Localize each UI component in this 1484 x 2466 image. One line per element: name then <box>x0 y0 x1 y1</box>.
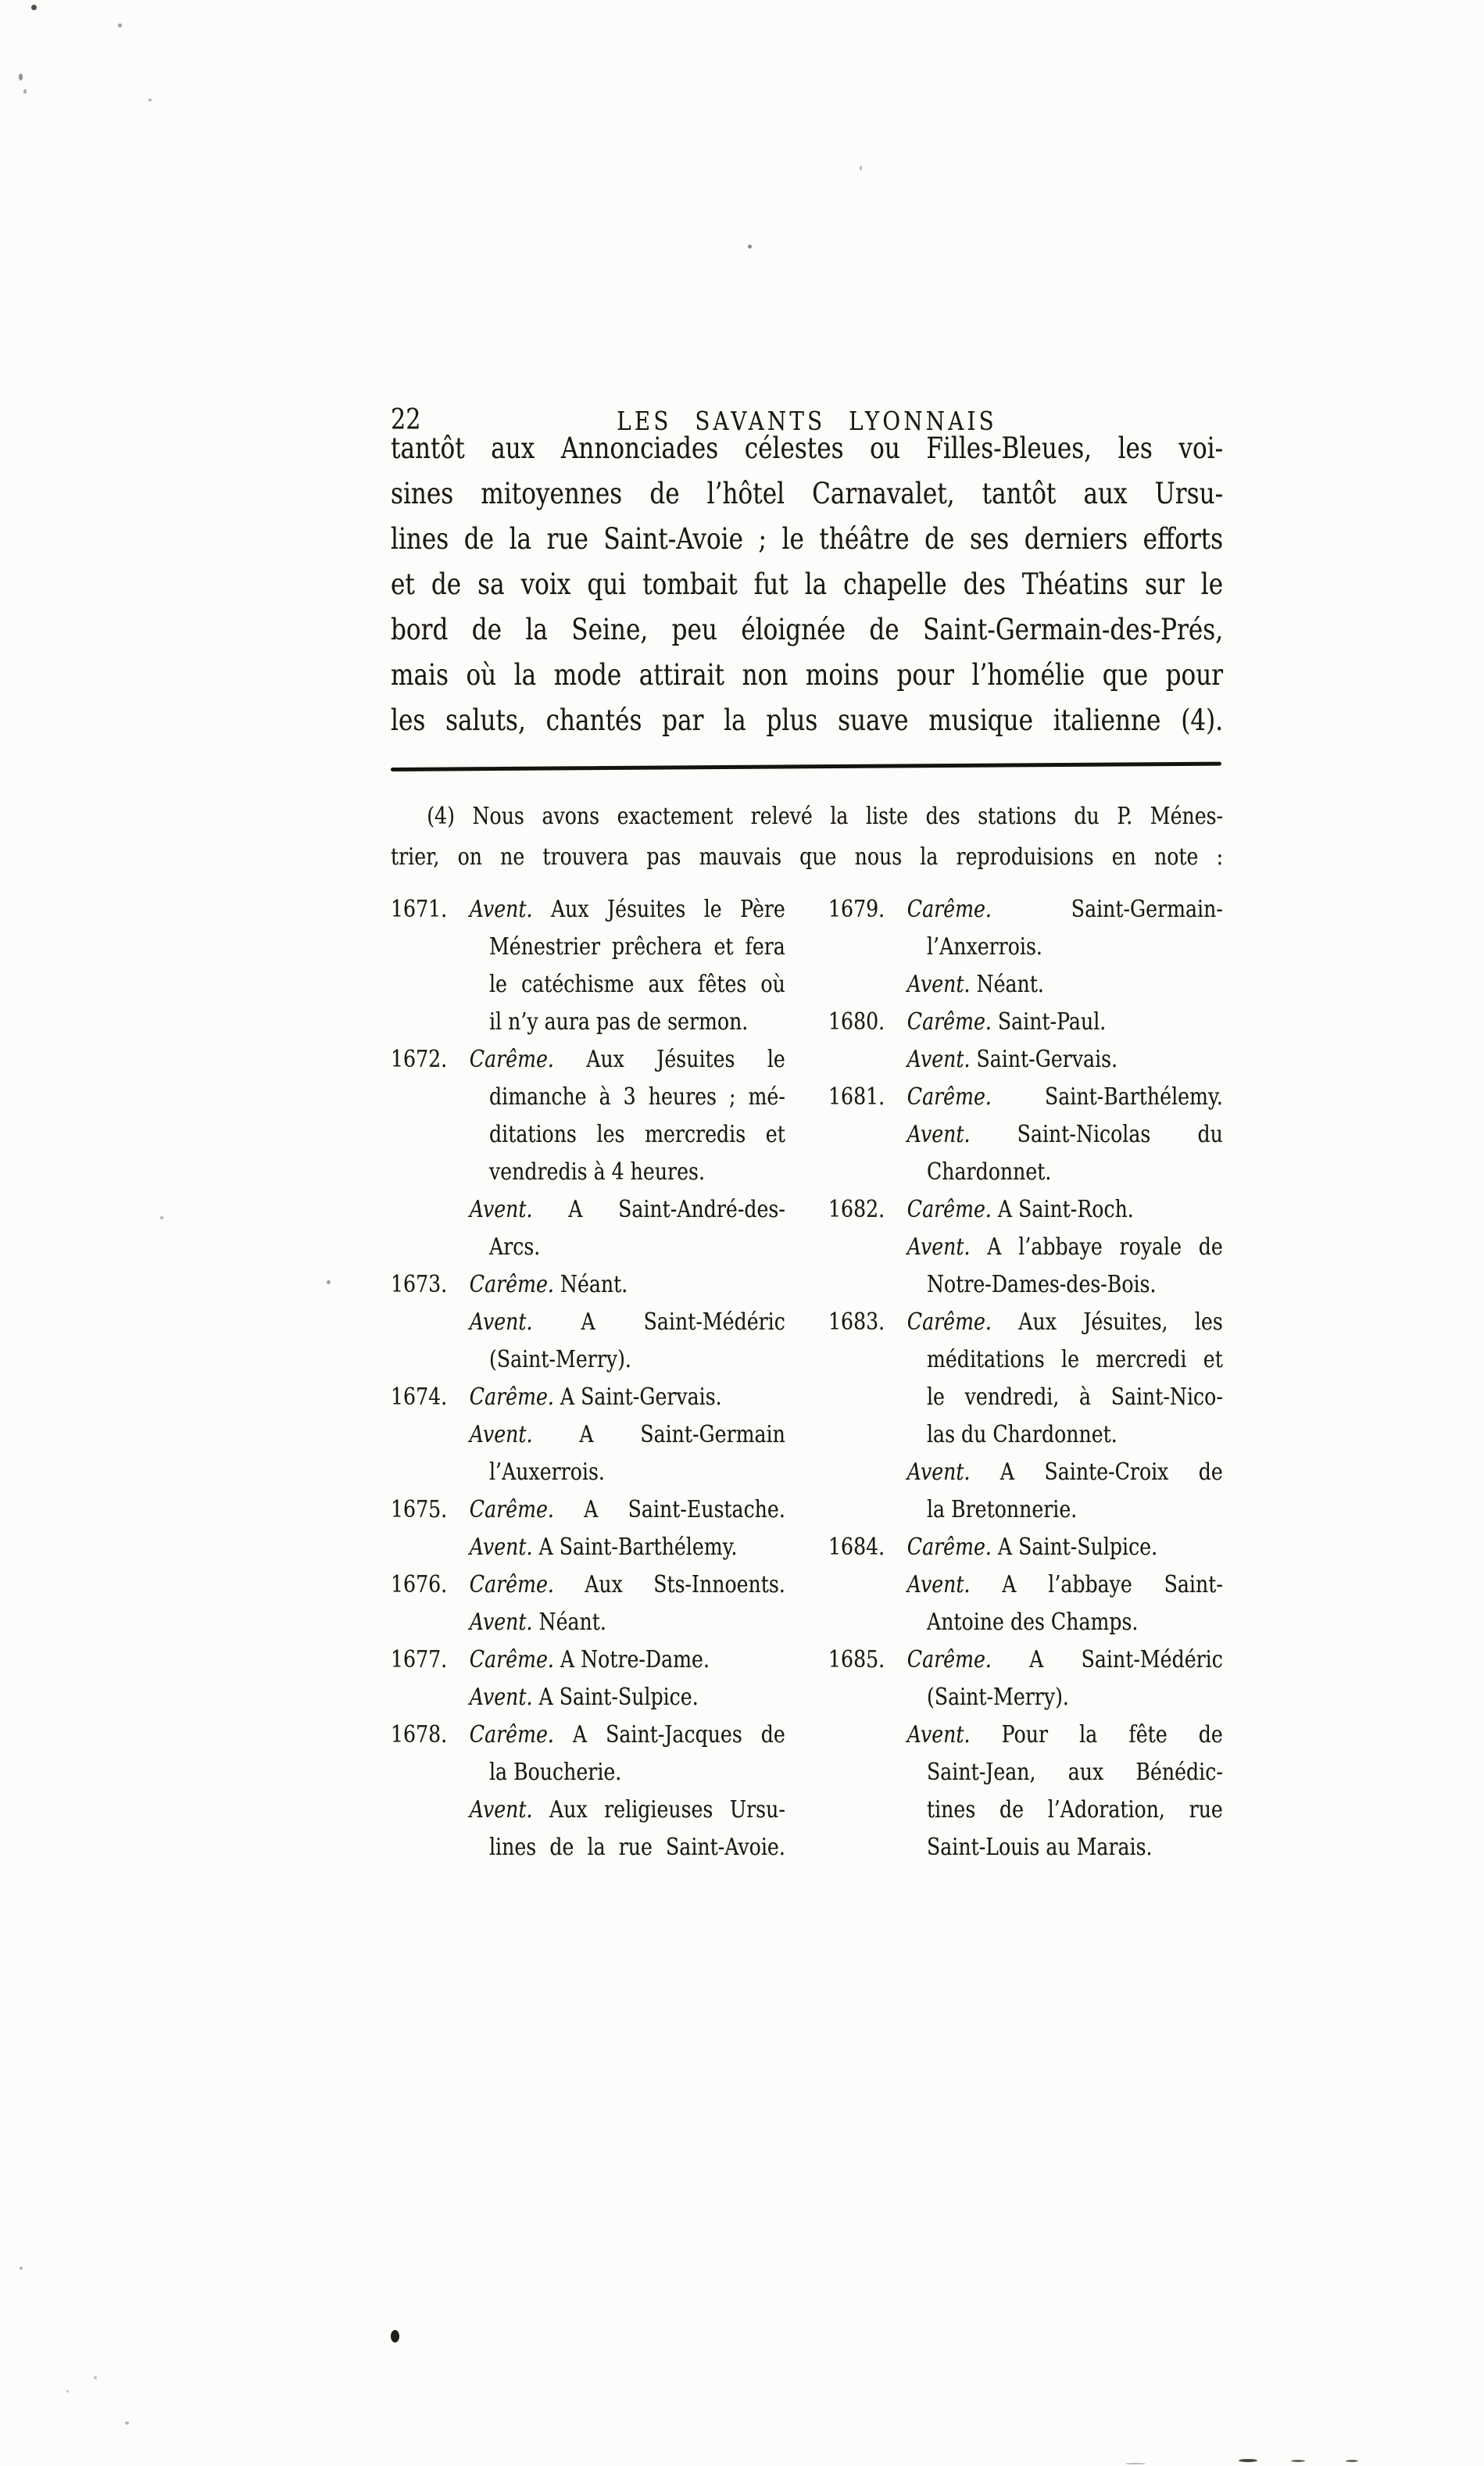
scan-speck <box>748 245 752 249</box>
scan-speck <box>1291 2460 1305 2462</box>
footnote-line: Arcs. <box>489 1233 541 1261</box>
footnote-line: Avent. A Saint-Médéric <box>469 1308 785 1336</box>
scan-speck <box>160 1216 163 1219</box>
footnote-line: Avent. A l’abbaye royale de <box>906 1233 1223 1261</box>
footnote-line: il n’y aura pas de sermon. <box>489 1008 749 1036</box>
year-label: 1685. <box>828 1646 885 1673</box>
scan-speck <box>1125 2463 1146 2464</box>
footnote-rule <box>391 762 1221 771</box>
footnote-line: 1673. Carême. Néant. <box>391 1266 785 1304</box>
footnote-intro <box>391 796 1223 878</box>
footnote-line: la Bretonnerie. <box>927 1496 1078 1523</box>
body-line: lines de la rue Saint-Avoie ; le théâtre de ses derniers efforts <box>391 522 1224 556</box>
scan-speck <box>20 2267 23 2270</box>
body-line: mais où la mode attirait non moins pour l’homélie que pour <box>391 658 1224 692</box>
footnote-line: Avent. A Saint-Sulpice. <box>469 1684 699 1711</box>
footnote-line: Avent. Aux religieuses Ursu- <box>469 1796 785 1824</box>
footnote-line: 1682. Carême. A Saint-Roch. <box>828 1191 1223 1229</box>
scan-speck <box>125 2421 129 2425</box>
footnote-column-left <box>391 891 785 1867</box>
year-label: 1680. <box>828 1008 885 1036</box>
footnote-line: vendredis à 4 heures. <box>489 1158 705 1186</box>
footnote-line: 1678. Carême. A Saint-Jacques de <box>391 1716 785 1754</box>
footnote-line: dimanche à 3 heures ; mé- <box>489 1083 785 1111</box>
scan-speck <box>23 89 27 94</box>
year-label: 1681. <box>828 1083 885 1111</box>
body-line: les saluts, chantés par la plus suave musique italienne (4). <box>391 703 1224 737</box>
footnote-line: le vendredi, à Saint-Nico- <box>927 1383 1223 1411</box>
scan-speck <box>118 23 122 27</box>
footnote-line: 1685. Carême. A Saint-Médéric <box>828 1641 1223 1679</box>
footnote-line: las du Chardonnet. <box>927 1421 1117 1448</box>
footnote-line: Notre-Dames-des-Bois. <box>927 1271 1157 1298</box>
footnote-line: Avent. A l’abbaye Saint- <box>906 1571 1223 1598</box>
year-label: 1673. <box>391 1271 448 1298</box>
footnote-line: 1675. Carême. A Saint-Eustache. <box>391 1491 785 1529</box>
year-label: 1684. <box>828 1534 885 1561</box>
year-label: 1678. <box>391 1721 448 1748</box>
footnote-line: 1677. Carême. A Notre-Dame. <box>391 1641 785 1679</box>
footnote-line: 1674. Carême. A Saint-Gervais. <box>391 1379 785 1416</box>
running-title: LES SAVANTS LYONNAIS <box>617 406 997 436</box>
scan-speck <box>31 5 37 10</box>
footnote-line: Avent. A Saint-Barthélemy. <box>469 1534 738 1561</box>
footnote-line: Avent. Néant. <box>469 1609 606 1636</box>
body-line: et de sa voix qui tombait fut la chapelle des Théatins sur le <box>391 567 1224 601</box>
footnote-column-right <box>828 891 1223 1867</box>
footnote-line: 1683. Carême. Aux Jésuites, les <box>828 1304 1223 1341</box>
footnote-line: Saint-Louis au Marais. <box>927 1834 1153 1861</box>
footnote-line: 1671. Avent. Aux Jésuites le Père <box>391 891 785 929</box>
footnote-line: 1680. Carême. Saint-Paul. <box>828 1004 1223 1041</box>
footnote-intro-line: (4) Nous avons exactement relevé la liste des stations du P. Ménes- <box>427 803 1224 830</box>
scan-speck <box>391 2330 399 2343</box>
footnote-line: (Saint-Merry). <box>927 1684 1069 1711</box>
footnote-line: Antoine des Champs. <box>927 1609 1139 1636</box>
scan-speck <box>148 98 152 102</box>
year-label: 1682. <box>828 1196 885 1223</box>
year-label: 1671. <box>391 896 448 923</box>
year-label: 1672. <box>391 1046 448 1073</box>
scan-speck <box>1346 2460 1358 2462</box>
footnote-line: Avent. A Sainte-Croix de <box>906 1458 1223 1486</box>
footnote-line: Saint-Jean, aux Bénédic- <box>927 1759 1223 1786</box>
footnote-line: (Saint-Merry). <box>489 1346 631 1373</box>
footnote-line: Avent. Saint-Nicolas du <box>906 1121 1223 1148</box>
body-line: sines mitoyennes de l’hôtel Carnavalet, tantôt aux Ursu- <box>391 477 1224 510</box>
footnote-line: Avent. A Saint-Germain <box>469 1421 785 1448</box>
footnote-line: Ménestrier prêchera et fera <box>489 933 785 961</box>
footnote-line: Avent. Pour la fête de <box>906 1721 1223 1748</box>
body-paragraph <box>391 426 1223 743</box>
footnote-line: la Boucherie. <box>489 1759 622 1786</box>
footnote-line: Avent. Saint-Gervais. <box>906 1046 1118 1073</box>
year-label: 1677. <box>391 1646 448 1673</box>
footnote-line: Avent. Néant. <box>906 971 1044 998</box>
footnote-line: 1679. Carême. Saint-Germain- <box>828 891 1223 929</box>
year-label: 1674. <box>391 1383 448 1411</box>
footnote-line: 1672. Carême. Aux Jésuites le <box>391 1041 785 1079</box>
year-label: 1675. <box>391 1496 448 1523</box>
scan-speck <box>327 1280 331 1284</box>
year-label: 1679. <box>828 896 885 923</box>
footnote-line: lines de la rue Saint-Avoie. <box>489 1834 785 1861</box>
body-line: tantôt aux Annonciades célestes ou Filles-Bleues, les voi- <box>391 431 1224 465</box>
footnote-intro-line: trier, on ne trouvera pas mauvais que nous la reproduisions en note : <box>391 843 1224 871</box>
body-line: bord de la Seine, peu éloignée de Saint-Germain-des-Prés, <box>391 613 1224 646</box>
footnote-line: Avent. A Saint-André-des- <box>469 1196 785 1223</box>
footnote-line: tines de l’Adoration, rue <box>927 1796 1223 1824</box>
footnote-line: méditations le mercredi et <box>927 1346 1223 1373</box>
scan-speck <box>1239 2459 1257 2462</box>
scan-speck <box>66 2390 69 2393</box>
footnote-line: Chardonnet. <box>927 1158 1052 1186</box>
year-label: 1676. <box>391 1571 448 1598</box>
footnote-line: l’Anxerrois. <box>927 933 1042 961</box>
footnote-line: le catéchisme aux fêtes où <box>489 971 785 998</box>
year-label: 1683. <box>828 1308 885 1336</box>
footnote-line: 1681. Carême. Saint-Barthélemy. <box>828 1079 1223 1116</box>
footnote-line: 1684. Carême. A Saint-Sulpice. <box>828 1529 1223 1566</box>
page-number: 22 <box>391 404 421 436</box>
scan-speck <box>19 73 23 81</box>
footnote-line: 1676. Carême. Aux Sts-Innoents. <box>391 1566 785 1604</box>
footnote-line: ditations les mercredis et <box>489 1121 785 1148</box>
scan-speck <box>94 2376 97 2379</box>
footnote-line: l’Auxerrois. <box>489 1458 605 1486</box>
scan-speck <box>860 166 862 170</box>
